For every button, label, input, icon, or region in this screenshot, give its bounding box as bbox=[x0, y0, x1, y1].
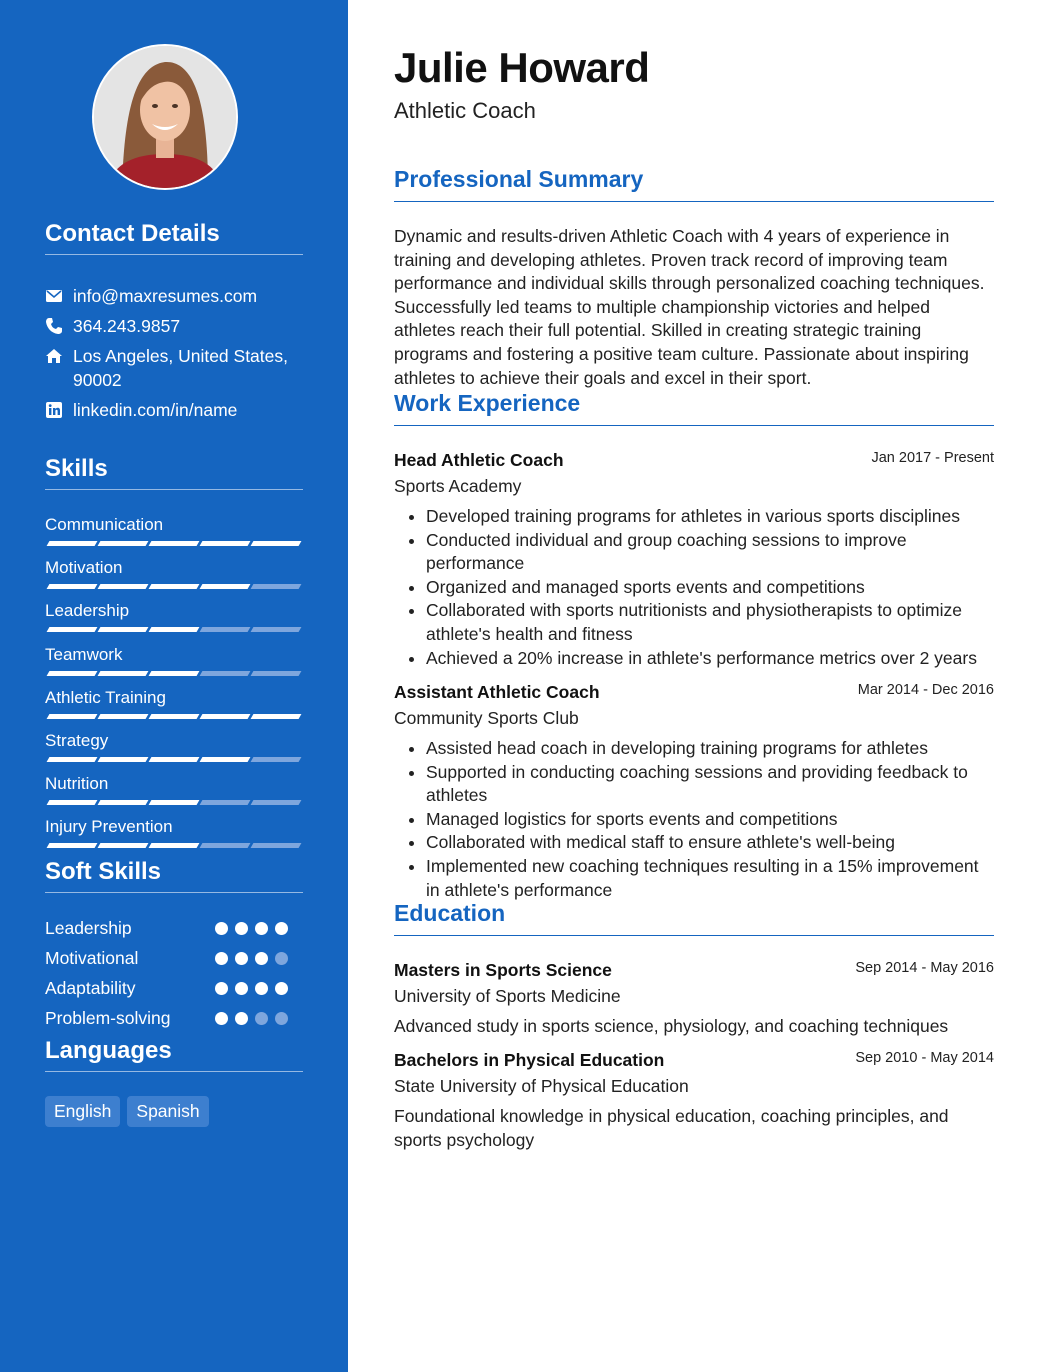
skill-level-bars bbox=[45, 671, 303, 677]
skills-section bbox=[45, 455, 303, 490]
job-bullets bbox=[394, 737, 994, 902]
skill-name: Communication bbox=[45, 515, 164, 534]
contact-address-text bbox=[73, 344, 288, 392]
education-description: Advanced study in sports science, physiology, and coaching techniques bbox=[394, 1016, 949, 1036]
languages-section bbox=[45, 1037, 303, 1072]
job-entry bbox=[394, 450, 994, 670]
job-dates: Jan 2017 - Present bbox=[871, 450, 994, 466]
rating-dot bbox=[255, 1012, 268, 1025]
soft-skill-name: Leadership bbox=[45, 918, 132, 938]
rating-dot bbox=[275, 982, 288, 995]
skill-level-segment bbox=[47, 584, 98, 589]
rating-dot bbox=[235, 982, 248, 995]
skill-level-segment bbox=[149, 843, 200, 848]
skill-name: Injury Prevention bbox=[45, 817, 173, 837]
rating-dot bbox=[215, 952, 228, 965]
rating-dot bbox=[235, 952, 248, 965]
language-tag: English bbox=[45, 1096, 120, 1127]
skill-item bbox=[45, 515, 303, 535]
contact-section bbox=[45, 220, 303, 255]
soft-skill-item bbox=[45, 948, 303, 969]
job-bullet: • Conducted individual and group coaching sessions to improve performance bbox=[426, 529, 994, 576]
skill-level-segment bbox=[149, 627, 200, 632]
contact-phone[interactable] bbox=[45, 314, 180, 338]
skill-name: Teamwork bbox=[45, 644, 123, 664]
school-name: University of Sports Medicine bbox=[394, 986, 621, 1006]
rating-dot bbox=[255, 982, 268, 995]
skill-level-segment bbox=[98, 627, 149, 632]
skill-level-bars bbox=[45, 800, 303, 806]
skill-level-segment bbox=[251, 843, 302, 848]
phone-icon bbox=[45, 317, 63, 335]
job-title: Head Athletic Coach bbox=[394, 450, 564, 470]
skill-level-segment bbox=[200, 541, 251, 546]
skill-level-bars bbox=[45, 541, 303, 547]
skill-name: Leadership bbox=[45, 601, 130, 621]
degree-title: Masters in Sports Science bbox=[394, 960, 612, 980]
contact-list bbox=[45, 284, 303, 434]
skill-level-bars bbox=[45, 584, 303, 590]
candidate-title: Athletic Coach bbox=[394, 98, 536, 123]
contact-linkedin-text: linkedin.com/in/name bbox=[73, 400, 238, 420]
skill-level-segment bbox=[98, 757, 149, 762]
skill-level-segment bbox=[149, 671, 200, 676]
skill-level-segment bbox=[200, 584, 251, 589]
contact-email[interactable] bbox=[45, 284, 257, 308]
skill-level-segment bbox=[47, 541, 98, 546]
skill-level-segment bbox=[98, 714, 149, 719]
job-bullet: • Implemented new coaching techniques resulting in a 15% improvement in athlete's performance bbox=[426, 855, 994, 902]
skill-name: Athletic Training bbox=[45, 687, 166, 707]
job-entry bbox=[394, 682, 994, 902]
job-bullet: • Collaborated with sports nutritionists and physiotherapists to optimize athlete's health and fitness bbox=[426, 599, 994, 646]
job-bullets bbox=[394, 505, 994, 670]
rating-dot bbox=[275, 952, 288, 965]
skills-title: Skills bbox=[45, 455, 303, 490]
skill-name: Motivation bbox=[45, 558, 123, 578]
skill-item bbox=[45, 817, 303, 837]
job-bullet: • Assisted head coach in developing training programs for athletes bbox=[426, 737, 994, 761]
skill-level-segment bbox=[47, 757, 98, 762]
skill-level-segment bbox=[149, 541, 200, 546]
job-bullet: • Organized and managed sports events and competitions bbox=[426, 576, 994, 600]
linkedin-icon bbox=[45, 401, 63, 419]
home-icon bbox=[45, 347, 63, 365]
job-organization: Community Sports Club bbox=[394, 708, 579, 728]
skill-level-segment bbox=[200, 627, 251, 632]
profile-photo bbox=[92, 44, 238, 190]
job-title: Assistant Athletic Coach bbox=[394, 682, 600, 702]
education-entry bbox=[394, 960, 994, 1039]
skill-name: Nutrition bbox=[45, 774, 109, 794]
rating-dot bbox=[255, 922, 268, 935]
skill-level-bars bbox=[45, 714, 303, 720]
rating-dot bbox=[275, 1012, 288, 1025]
rating-dot bbox=[255, 952, 268, 965]
job-organization: Sports Academy bbox=[394, 476, 522, 496]
language-tag: Spanish bbox=[127, 1096, 208, 1127]
envelope-icon bbox=[45, 287, 63, 305]
skill-level-segment bbox=[47, 800, 98, 805]
rating-dot bbox=[215, 922, 228, 935]
skill-level-segment bbox=[47, 627, 98, 632]
skill-level-segment bbox=[149, 757, 200, 762]
job-bullet: • Achieved a 20% increase in athlete's performance metrics over 2 years bbox=[426, 647, 994, 671]
skill-level-segment bbox=[149, 800, 200, 805]
education-dates: Sep 2010 - May 2014 bbox=[855, 1050, 994, 1066]
job-dates: Mar 2014 - Dec 2016 bbox=[857, 682, 994, 698]
soft-skill-name: Adaptability bbox=[45, 978, 136, 998]
skill-level-segment bbox=[251, 541, 302, 546]
skill-item bbox=[45, 688, 303, 708]
job-bullet: • Developed training programs for athletes in various sports disciplines bbox=[426, 505, 994, 529]
job-bullet: • Collaborated with medical staff to ensure athlete's well-being bbox=[426, 831, 994, 855]
skill-level-segment bbox=[200, 800, 251, 805]
skill-item bbox=[45, 645, 303, 665]
skill-item bbox=[45, 731, 303, 751]
skill-level-segment bbox=[98, 671, 149, 676]
skill-level-segment bbox=[98, 541, 149, 546]
skill-level-segment bbox=[200, 714, 251, 719]
languages-list bbox=[45, 1096, 209, 1127]
contact-title: Contact Details bbox=[45, 220, 303, 255]
soft-skills-section bbox=[45, 858, 303, 893]
skills-list bbox=[45, 515, 303, 855]
skill-level-segment bbox=[251, 627, 302, 632]
sidebar bbox=[0, 0, 348, 1372]
skill-level-segment bbox=[251, 671, 302, 676]
skill-level-segment bbox=[47, 843, 98, 848]
address-line2: 90002 bbox=[73, 370, 122, 390]
skill-level-segment bbox=[98, 843, 149, 848]
skill-name: Strategy bbox=[45, 731, 109, 750]
education-entry bbox=[394, 1050, 994, 1152]
skill-level-segment bbox=[200, 757, 251, 762]
skill-level-bars bbox=[45, 757, 303, 763]
skill-level-segment bbox=[47, 714, 98, 719]
skill-level-segment bbox=[251, 800, 302, 805]
soft-skill-name: Motivational bbox=[45, 948, 139, 968]
skill-level-segment bbox=[251, 714, 302, 719]
soft-skills-title: Soft Skills bbox=[45, 858, 303, 893]
skill-level-segment bbox=[98, 584, 149, 589]
skill-level-bars bbox=[45, 843, 303, 849]
summary-text: Dynamic and results-driven Athletic Coach with 4 years of experience in training and developing athletes. Proven track record of improving team performance and individual skills through personalized coaching techniques. Successfully led teams to multiple championship victories and helped athletes reach their full potential. Skilled in creating strategic training programs and fostering a positive team culture. Passionate about inspiring athletes to achieve their goals and excel in their sport. bbox=[394, 226, 985, 388]
contact-linkedin[interactable] bbox=[45, 398, 237, 422]
soft-skill-item bbox=[45, 978, 303, 999]
skill-level-segment bbox=[200, 843, 251, 848]
skill-level-segment bbox=[251, 757, 302, 762]
summary-title: Professional Summary bbox=[394, 166, 994, 202]
skill-level-segment bbox=[47, 671, 98, 676]
contact-phone-text: 364.243.9857 bbox=[73, 316, 181, 336]
skill-item bbox=[45, 558, 303, 578]
contact-address bbox=[45, 344, 288, 392]
soft-skill-item bbox=[45, 918, 303, 939]
rating-dot bbox=[275, 922, 288, 935]
job-bullet: • Supported in conducting coaching sessions and providing feedback to athletes bbox=[426, 761, 994, 808]
rating-dot bbox=[235, 922, 248, 935]
languages-title: Languages bbox=[45, 1037, 303, 1072]
education-dates: Sep 2014 - May 2016 bbox=[855, 960, 994, 976]
rating-dot bbox=[215, 1012, 228, 1025]
address-line1: Los Angeles, United States, bbox=[73, 346, 288, 366]
rating-dot bbox=[235, 1012, 248, 1025]
skill-level-segment bbox=[149, 584, 200, 589]
skill-level-segment bbox=[251, 584, 302, 589]
skill-item bbox=[45, 774, 303, 794]
contact-email-text: info@maxresumes.com bbox=[73, 286, 258, 306]
education-title: Education bbox=[394, 900, 994, 936]
profile-photo-illustration bbox=[94, 46, 236, 188]
work-title: Work Experience bbox=[394, 390, 994, 426]
soft-skill-name: Problem-solving bbox=[45, 1008, 171, 1028]
skill-level-segment bbox=[149, 714, 200, 719]
rating-dot bbox=[215, 982, 228, 995]
skill-level-segment bbox=[200, 671, 251, 676]
skill-level-segment bbox=[98, 800, 149, 805]
skill-item bbox=[45, 601, 303, 621]
candidate-name: Julie Howard bbox=[394, 44, 650, 91]
skill-level-bars bbox=[45, 627, 303, 633]
school-name: State University of Physical Education bbox=[394, 1076, 689, 1096]
soft-skill-item bbox=[45, 1008, 303, 1029]
job-bullet: • Managed logistics for sports events and competitions bbox=[426, 808, 994, 832]
soft-skills-list bbox=[45, 918, 303, 1048]
education-description: Foundational knowledge in physical education, coaching principles, and sports psychology bbox=[394, 1106, 949, 1150]
degree-title: Bachelors in Physical Education bbox=[394, 1050, 665, 1070]
